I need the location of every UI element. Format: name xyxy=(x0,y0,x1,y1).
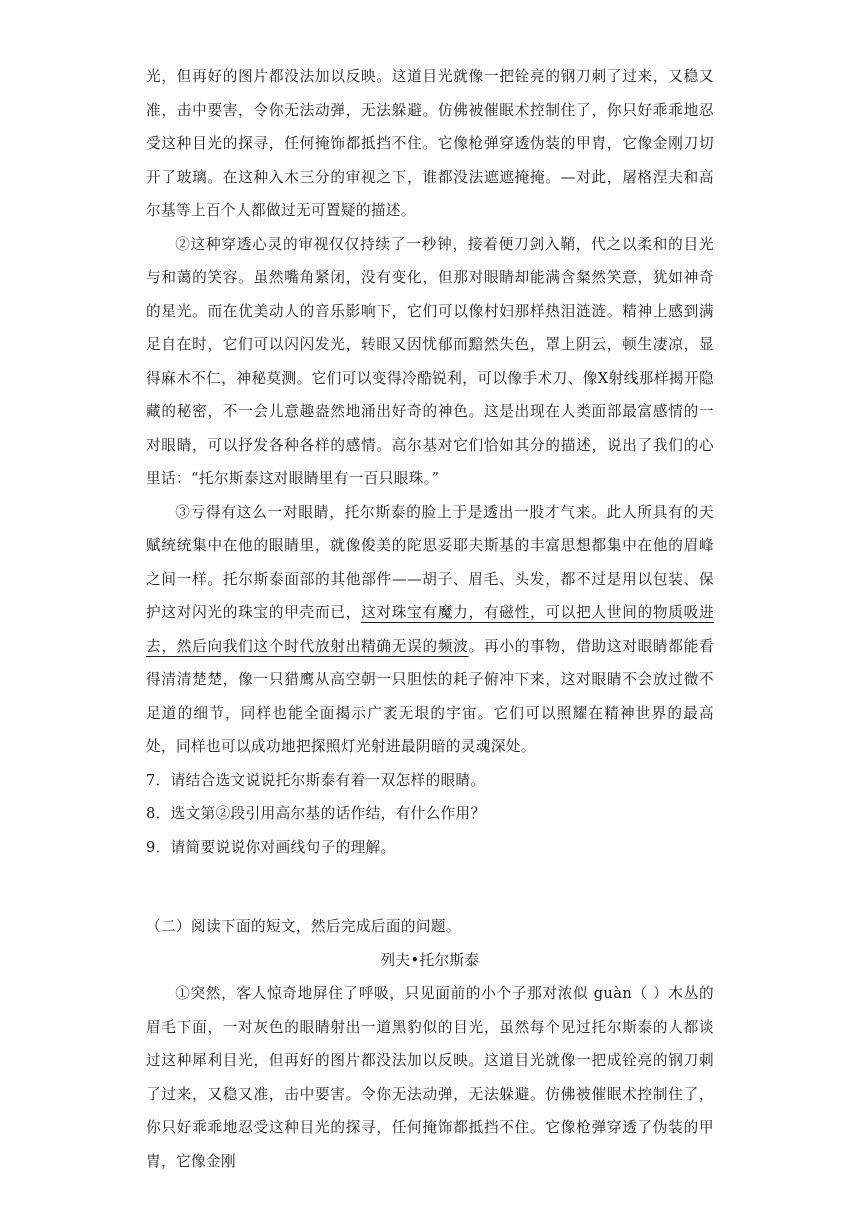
underlined-sentence: 这对珠宝有魔力，有磁性，可以把人世间的物质吸进去，然后向我们这个时代放射出精确无误的频波 xyxy=(146,604,714,655)
paragraph-continued: 光，但再好的图片都没法加以反映。这道目光就像一把铨亮的钢刀刺了过来，又稳又准，击中要害，令你无法动弹，无法躲避。仿佛被催眠术控制住了，你只好乖乖地忍受这种目光的探寻，任何掩饰都抵挡不住。它像枪弹穿透伪装的甲胄，它像金刚刀切开了玻璃。在这种入木三分的审视之下，谁都没法遮遮掩掩。—对此，屠格涅夫和高尔基等上百个人都做过无可置疑的描述。 xyxy=(146,68,714,219)
question-7: 7．请结合选文说说托尔斯泰有着一双怎样的眼睛。 xyxy=(146,771,486,789)
reading-section-one xyxy=(146,60,714,864)
paragraph-3-text-before: ③亏得有这么一对眼睛，托尔斯泰的脸上于是透出一股才气来。此人所具有的天赋统统集中在他的眼睛里，就像俊美的陀思妥耶夫斯基的丰富思想都集中在他的眉峰之间一样。托尔斯泰面部的其他部件——胡子、眉毛、头发，都不过是用以包装、保护这对闪光的珠宝的甲壳而已， xyxy=(146,503,714,621)
paragraph-3-text-after: 。再小的事物，借助这对眼睛都能看得清清楚楚，像一只猎鹰从高空朝一只胆怯的耗子俯冲下来，这对眼睛不会放过微不足道的细节，同样也能全面揭示广袤无垠的宇宙。它们可以照耀在精神世界的最高处，同样也可以成功地把探照灯光射进最阴暗的灵魂深处。 xyxy=(146,637,715,755)
paragraph-1: ①突然，客人惊奇地屏住了呼吸，只见面前的小个子那对浓似 guàn（ ）木丛的眉毛下面，一对灰色的眼睛射出一道黑豹似的目光，虽然每个见过托尔斯泰的人都谈过这种犀利目光，但再好的图片都没法加以反映。这道目光就像一把成铨亮的钢刀刺了过来，又稳又准，击中要害。令你无法动弹，无法躲避。仿佛被催眠术控制住了，你只好乖乖地忍受这种目光的探寻，任何掩饰都抵挡不住。它像枪弹穿透了伪装的甲胄，它像金刚 xyxy=(146,985,714,1170)
article-title: 列夫•托尔斯泰 xyxy=(380,951,480,969)
question-9: 9．请简要说说你对画线句子的理解。 xyxy=(146,838,396,856)
paragraph-3 xyxy=(146,496,714,764)
question-8: 8．选文第②段引用高尔基的话作结，有什么作用？ xyxy=(146,805,486,822)
reading-section-two xyxy=(146,910,714,1178)
paragraph-2: ②这种穿透心灵的审视仅仅持续了一秒钟，接着便刀剑入鞘，代之以柔和的目光与和蔼的笑容。虽然嘴角紧闭，没有变化，但那对眼睛却能满含粲然笑意，犹如神奇的星光。而在优美动人的音乐影响下，它们可以像村妇那样热泪涟涟。精神上感到满足自在时，它们可以闪闪发光，转眼又因忧郁而黯然失色，罩上阴云，顿生凄凉，显得麻木不仁，神秘莫测。它们可以变得冷酷锐利，可以像手术刀、像X射线那样揭开隐藏的秘密，不一会儿意趣盎然地涌出好奇的神色。这是出现在人类面部最富感情的一对眼睛，可以抒发各种各样的感情。高尔基对它们恰如其分的描述，说出了我们的心里话：“托尔斯泰这对眼睛里有一百只眼珠。” xyxy=(146,235,714,487)
section-heading: （二）阅读下面的短文，然后完成后面的问题。 xyxy=(146,918,461,935)
